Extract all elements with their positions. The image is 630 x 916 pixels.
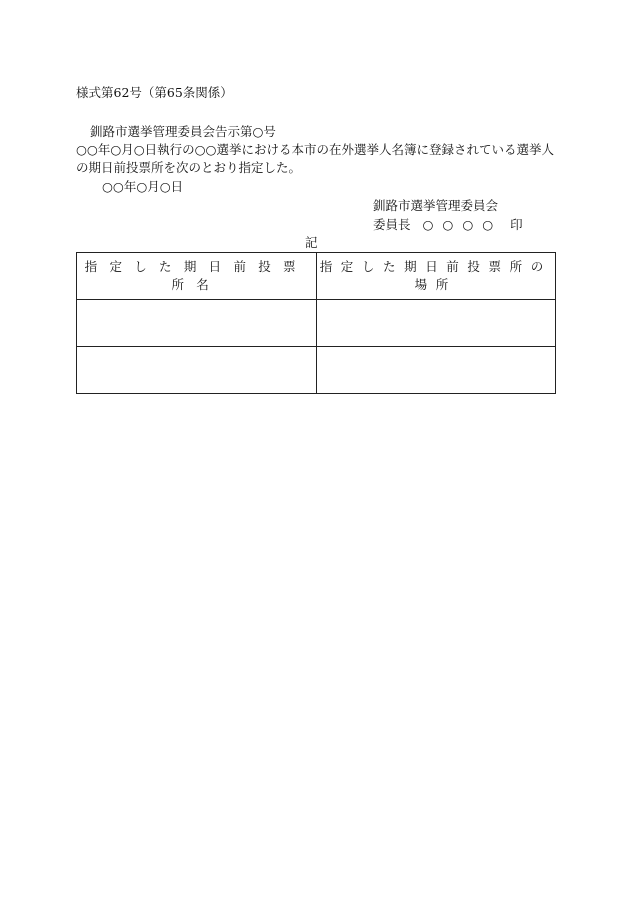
notice-date: ○○年○月○日: [102, 179, 184, 194]
notice-number: 釧路市選挙管理委員会告示第○号: [90, 124, 276, 139]
chair-signature-line: [373, 216, 523, 234]
header-place-location: 指定した期日前投票所の場所: [316, 253, 556, 300]
table-header-row: [77, 253, 556, 300]
cell-place-location[interactable]: [316, 347, 556, 394]
notice-body-line-1: ○○年○月○日執行の○○選挙における本市の在外選挙人名簿に登録されている選挙人: [76, 142, 554, 157]
cell-place-name[interactable]: [77, 300, 317, 347]
committee-name: 釧路市選挙管理委員会: [373, 198, 499, 213]
cell-place-location[interactable]: [316, 300, 556, 347]
table-row: [77, 300, 556, 347]
chair-title: 委員長: [373, 217, 411, 232]
notice-body-line-2: の期日前投票所を次のとおり指定した。: [76, 160, 302, 175]
seal-mark: 印: [510, 217, 523, 232]
table-row: [77, 347, 556, 394]
chair-name: ○○○○: [422, 217, 503, 232]
form-number: 様式第62号（第65条関係）: [76, 85, 233, 100]
header-place-name: 指定した期日前投票所名: [77, 253, 317, 300]
polling-place-table: [76, 252, 556, 394]
cell-place-name[interactable]: [77, 347, 317, 394]
ki-heading: 記: [305, 235, 318, 250]
